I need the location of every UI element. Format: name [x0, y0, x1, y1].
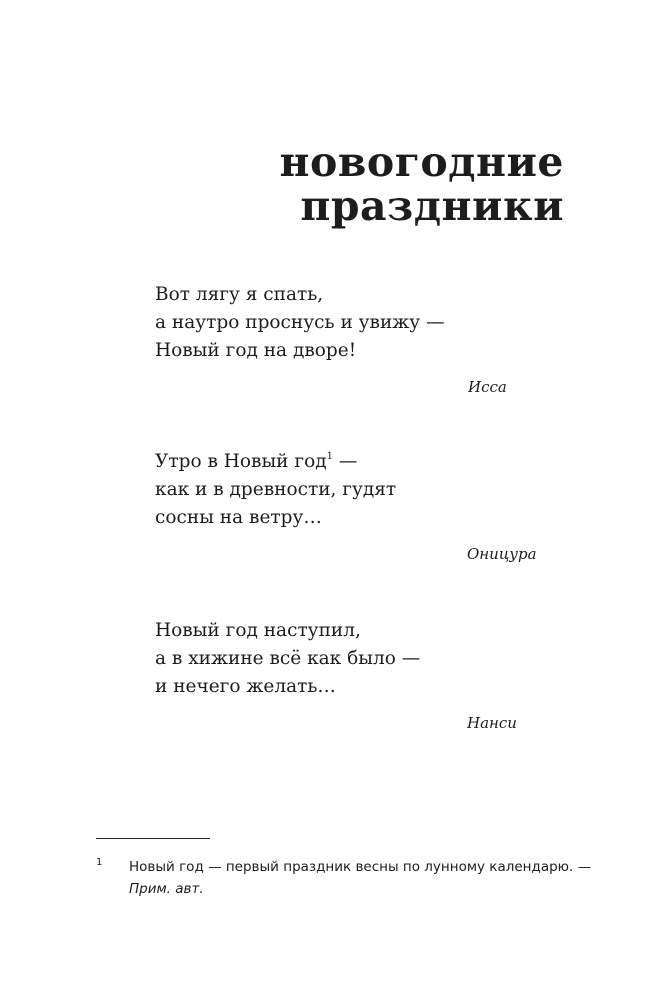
footnote-divider	[96, 838, 210, 839]
poem-author: Оницура	[467, 545, 537, 563]
poem-line: Вот лягу я спать,	[155, 284, 324, 305]
poem-line	[155, 448, 535, 476]
footnote-author-note: Прим. авт.	[129, 881, 204, 897]
haiku-issa	[155, 281, 535, 396]
footnote-text-block	[129, 856, 599, 900]
chapter-title-line-2: праздники	[300, 182, 564, 230]
footnote-reference[interactable]: 1	[326, 451, 333, 462]
poem-line: Новый год наступил,	[155, 620, 361, 641]
poem-line-text: Утро в Новый год	[155, 451, 327, 472]
poem-line: Новый год на дворе!	[155, 340, 357, 361]
poem-author: Нанси	[467, 714, 517, 732]
haiku-nansi	[155, 617, 535, 732]
footnote-number: 1	[96, 857, 103, 868]
poem-line: а наутро проснусь и увижу —	[155, 312, 445, 333]
poem-line: сосны на ветру…	[155, 507, 322, 528]
footnote-text: Новый год — первый праздник весны по лунному календарю. —	[129, 859, 592, 875]
chapter-title-line-1: новогодние	[279, 138, 564, 186]
poem-line-dash: —	[332, 451, 358, 472]
poem-author: Исса	[468, 378, 507, 396]
haiku-onitsura	[155, 448, 537, 563]
poem-line: как и в древности, гудят	[155, 479, 397, 500]
poem-line: а в хижине всё как было —	[155, 648, 421, 669]
poem-line: и нечего желать…	[155, 676, 336, 697]
chapter-title	[280, 140, 565, 228]
